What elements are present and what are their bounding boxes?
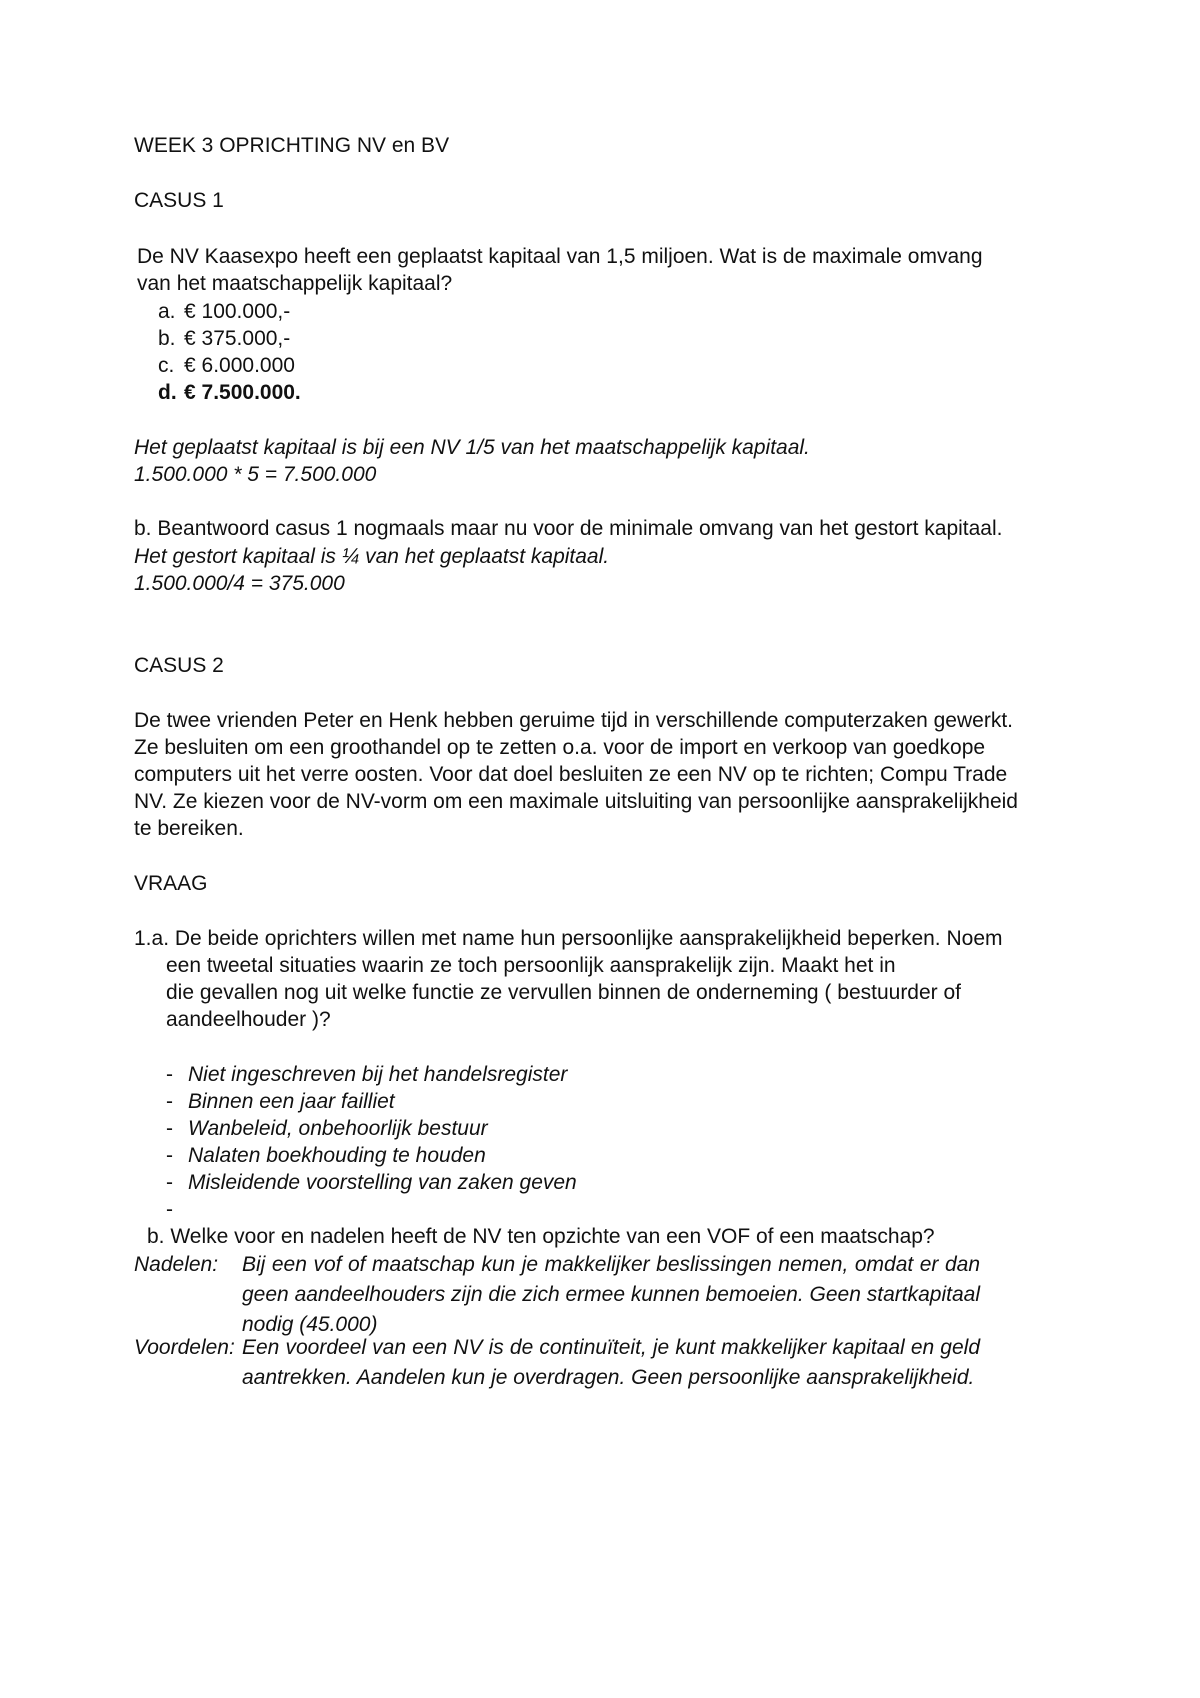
option-c (158, 351, 295, 381)
option-label: b. (158, 327, 176, 350)
bullet-dash: - (166, 1144, 173, 1167)
question-1a-line-1: 1.a. De beide oprichters willen met name hun persoonlijke aansprakelijkheid beperken. Noem (134, 927, 1003, 950)
casus-2-paragraph-line-1: De twee vrienden Peter en Henk hebben geruime tijd in verschillende computerzaken gewerkt. (134, 709, 1013, 732)
casus-2-heading: CASUS 2 (134, 654, 224, 677)
bullet-dash: - (166, 1198, 173, 1221)
question-1b: b. Welke voor en nadelen heeft de NV ten opzichte van een VOF of een maatschap? (147, 1225, 935, 1248)
nadelen-label: Nadelen: (134, 1253, 219, 1276)
bullet-dash: - (166, 1171, 173, 1194)
option-text: € 7.500.000. (184, 381, 301, 404)
voordelen-text: Een voordeel van een NV is de continuïteit, je kunt makkelijker kapitaal en geld aantrekken. Aandelen kun je overdragen. Geen persoonlijke aansprakelijkheid. (242, 1336, 980, 1389)
casus-2-paragraph-line-3: computers uit het verre oosten. Voor dat doel besluiten ze een NV op te richten; Compu Trade (134, 763, 1008, 786)
casus-2-paragraph-line-5: te bereiken. (134, 817, 244, 840)
casus-2-paragraph-line-2: Ze besluiten om een groothandel op te zetten o.a. voor de import en verkoop van goedkope (134, 736, 986, 759)
option-d-correct (158, 378, 301, 408)
voordelen-label: Voordelen: (134, 1336, 235, 1359)
casus-1-answer-line-1: Het geplaatst kapitaal is bij een NV 1/5 van het maatschappelijk kapitaal. (134, 436, 810, 459)
question-1a-line-4: aandeelhouder )? (166, 1008, 331, 1031)
list-item: - Niet ingeschreven bij het handelsregister (166, 1060, 567, 1090)
casus-1-question-line-1: De NV Kaasexpo heeft een geplaatst kapitaal van 1,5 miljoen. Wat is de maximale omvang (137, 245, 983, 268)
casus-1-b-question: b. Beantwoord casus 1 nogmaals maar nu voor de minimale omvang van het gestort kapitaal. (134, 517, 1003, 540)
vraag-label: VRAAG (134, 872, 208, 895)
bullet-dash: - (166, 1117, 173, 1140)
nadelen-text: Bij een vof of maatschap kun je makkelijker beslissingen nemen, omdat er dan geen aandeelhouders zijn die zich ermee kunnen bemoeien. Geen startkapitaal nodig (45.000) (242, 1253, 980, 1336)
list-item: - Binnen een jaar failliet (166, 1087, 395, 1117)
casus-1-heading: CASUS 1 (134, 189, 224, 212)
list-item (166, 1195, 188, 1225)
question-1a-line-3: die gevallen nog uit welke functie ze vervullen binnen de onderneming ( bestuurder of (166, 981, 962, 1004)
document-title: WEEK 3 OPRICHTING NV en BV (134, 134, 450, 157)
option-label: c. (158, 354, 175, 377)
option-text: € 100.000,- (184, 300, 291, 323)
option-a (158, 297, 290, 327)
casus-1-answer-line-2: 1.500.000 * 5 = 7.500.000 (134, 463, 377, 486)
option-label: a. (158, 300, 176, 323)
option-text: € 375.000,- (184, 327, 291, 350)
casus-1-question-line-2: van het maatschappelijk kapitaal? (137, 272, 453, 295)
bullet-dash: - (166, 1063, 173, 1086)
option-b (158, 324, 290, 354)
list-item: - Nalaten boekhouding te houden (166, 1141, 486, 1171)
question-1a-line-2: een tweetal situaties waarin ze toch persoonlijk aansprakelijk zijn. Maakt het in (166, 954, 896, 977)
casus-2-paragraph-line-4: NV. Ze kiezen voor de NV-vorm om een maximale uitsluiting van persoonlijke aansprakelijkheid (134, 790, 1018, 813)
casus-1-b-answer-line-2: 1.500.000/4 = 375.000 (134, 572, 345, 595)
list-item: - Wanbeleid, onbehoorlijk bestuur (166, 1114, 488, 1144)
list-item: - Misleidende voorstelling van zaken geven (166, 1168, 577, 1198)
option-label: d. (158, 381, 177, 404)
option-text: € 6.000.000 (184, 354, 295, 377)
casus-1-b-answer-line-1: Het gestort kapitaal is ¼ van het geplaatst kapitaal. (134, 545, 610, 568)
bullet-dash: - (166, 1090, 173, 1113)
